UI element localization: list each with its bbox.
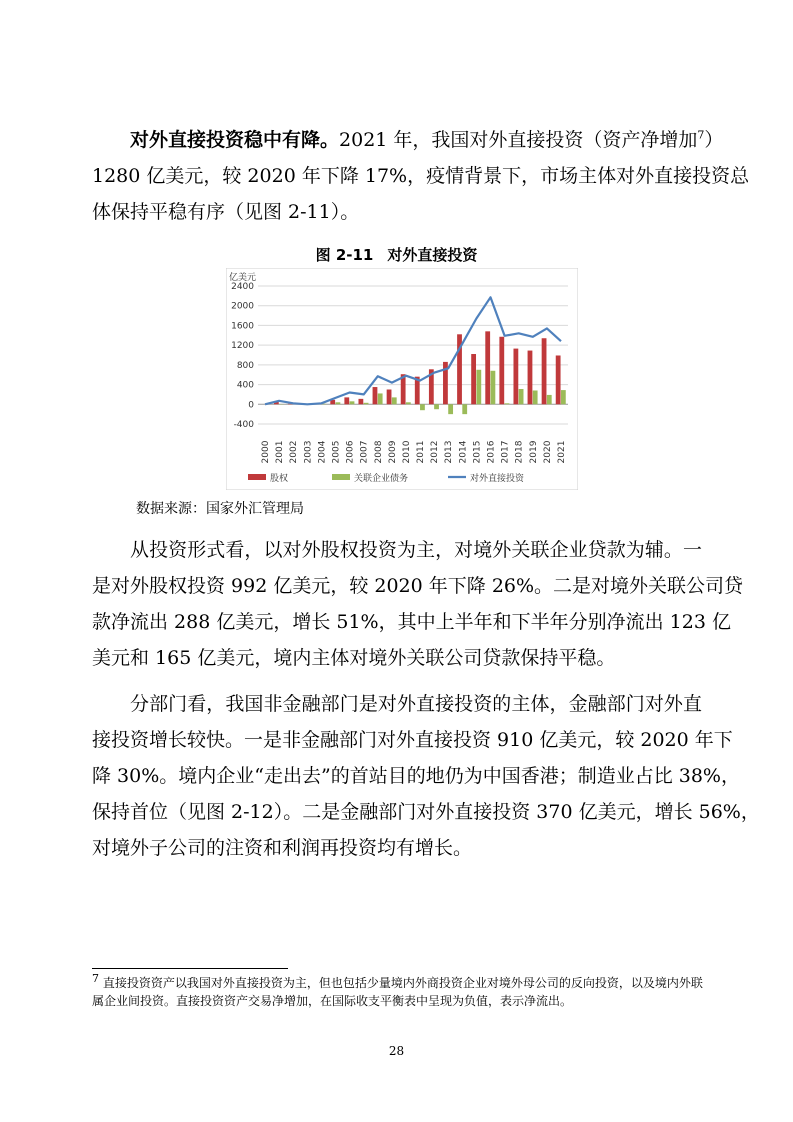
bar-affiliate-debt — [505, 403, 510, 404]
y-tick-label: 1600 — [231, 321, 254, 332]
x-tick-label: 2005 — [331, 440, 342, 464]
bar-equity — [471, 354, 476, 404]
sector-line-2: 接投资增长较快。一是非金融部门对外直接投资 910 亿美元，较 2020 年下 — [92, 729, 733, 751]
bar-equity — [513, 349, 518, 405]
legend-label: 关联企业债务 — [354, 474, 409, 484]
x-tick-label: 2000 — [261, 440, 272, 464]
x-tick-label: 2018 — [514, 440, 525, 464]
y-tick-label: 1200 — [231, 341, 254, 352]
x-tick-label: 2001 — [275, 440, 286, 464]
bar-equity — [485, 331, 490, 404]
intro-line-2: 1280 亿美元，较 2020 年下降 17%，疫情背景下，市场主体对外直接投资总 — [92, 165, 750, 187]
bar-equity — [387, 390, 392, 405]
sector-line-4: 保持首位（见图 2-12）。二是金融部门对外直接投资 370 亿美元，增长 56%， — [92, 801, 760, 823]
bar-equity — [344, 397, 349, 404]
y-tick-label: 2000 — [231, 301, 254, 312]
unit-label: 亿美元 — [229, 273, 257, 283]
sector-paragraph — [92, 686, 760, 866]
y-tick-label: 400 — [236, 380, 254, 391]
x-tick-label: 2014 — [458, 440, 469, 464]
bar-affiliate-debt — [491, 371, 496, 405]
sector-line-1: 分部门看，我国非金融部门是对外直接投资的主体，金融部门对外直 — [130, 693, 702, 715]
bar-equity — [528, 351, 533, 405]
x-tick-label: 2016 — [486, 440, 497, 464]
x-tick-label: 2013 — [444, 440, 455, 464]
x-tick-label: 2008 — [373, 440, 384, 464]
bar-affiliate-debt — [434, 404, 439, 409]
x-tick-label: 2006 — [345, 440, 356, 464]
legend-label: 股权 — [270, 474, 289, 484]
bar-affiliate-debt — [561, 390, 566, 404]
bar-affiliate-debt — [448, 404, 453, 414]
intro-line-1-text: 2021 年，我国对外直接投资（资产净增加 — [339, 129, 698, 151]
form-line-2: 是对外股权投资 992 亿美元，较 2020 年下降 26%。二是对境外关联公司贷 — [92, 575, 744, 597]
bar-affiliate-debt — [364, 403, 369, 404]
x-tick-label: 2020 — [542, 440, 553, 464]
x-tick-label: 2009 — [387, 440, 398, 464]
outbound-fdi-chart — [226, 268, 578, 490]
footnote-rule — [92, 968, 288, 969]
bar-equity — [499, 337, 504, 405]
bar-equity — [358, 399, 363, 404]
footnote-marker: 7 — [92, 972, 99, 985]
x-tick-label: 2021 — [556, 440, 567, 464]
x-tick-label: 2015 — [472, 440, 483, 464]
x-tick-label: 2017 — [500, 440, 511, 464]
legend-label: 对外直接投资 — [470, 474, 525, 484]
bar-equity — [542, 338, 547, 404]
figure-title — [0, 244, 793, 265]
y-tick-label: -400 — [233, 420, 254, 430]
footnote-text: 直接投资资产以我国对外直接投资为主，但也包括少量境内外商投资企业对境外母公司的反向投资，以及境内外联属企业间投资。直接投资资产交易净增加，在国际收支平衡表中呈现为负值，表示净流出。 — [92, 976, 703, 1008]
legend-swatch — [248, 474, 266, 480]
x-tick-label: 2010 — [401, 440, 412, 464]
x-tick-label: 2011 — [416, 440, 427, 464]
form-paragraph — [92, 532, 744, 676]
x-tick-label: 2012 — [430, 440, 441, 464]
form-line-1: 从投资形式看，以对外股权投资为主，对境外关联企业贷款为辅。一 — [130, 539, 702, 561]
y-tick-label: 2400 — [231, 282, 254, 292]
form-line-3: 款净流出 288 亿美元，增长 51%，其中上半年和下半年分别净流出 123 亿 — [92, 611, 731, 633]
y-tick-label: 0 — [248, 400, 254, 411]
x-tick-label: 2007 — [359, 440, 370, 464]
y-tick-label: 800 — [236, 360, 254, 371]
intro-heading: 对外直接投资稳中有降。 — [130, 129, 340, 151]
data-source: 数据来源：国家外汇管理局 — [136, 501, 304, 517]
sector-line-5: 对境外子公司的注资和利润再投资均有增长。 — [92, 837, 473, 859]
form-line-4: 美元和 165 亿美元，境内主体对境外关联公司贷款保持平稳。 — [92, 647, 616, 669]
page-number: 28 — [388, 1044, 405, 1058]
bar-affiliate-debt — [392, 397, 397, 404]
bar-affiliate-debt — [547, 395, 552, 404]
legend-swatch — [332, 474, 350, 480]
footnote — [92, 974, 704, 1010]
bar-affiliate-debt — [519, 389, 524, 404]
bar-equity — [556, 355, 561, 404]
bar-equity — [373, 387, 378, 404]
bar-affiliate-debt — [350, 401, 355, 404]
intro-line-1 — [92, 122, 724, 158]
bar-affiliate-debt — [476, 370, 481, 405]
x-tick-label: 2003 — [303, 440, 314, 464]
bar-affiliate-debt — [462, 404, 467, 414]
figure-caption: 对外直接投资 — [387, 246, 478, 264]
bar-affiliate-debt — [420, 404, 425, 410]
bar-affiliate-debt — [336, 402, 341, 404]
intro-paragraph — [92, 122, 750, 230]
intro-line-3: 体保持平稳有序（见图 2-11）。 — [92, 201, 360, 223]
intro-line-1-close: ） — [704, 129, 724, 151]
x-tick-label: 2019 — [528, 440, 539, 464]
bar-affiliate-debt — [533, 390, 538, 404]
x-tick-label: 2004 — [317, 440, 328, 464]
bar-affiliate-debt — [406, 402, 411, 404]
sector-line-3: 降 30%。境内企业“走出去”的首站目的地仍为中国香港；制造业占比 38%， — [92, 765, 740, 787]
figure-number: 图 2-11 — [315, 246, 374, 264]
x-tick-label: 2002 — [289, 440, 300, 464]
footnote-ref: 7 — [697, 128, 705, 142]
bar-affiliate-debt — [378, 393, 383, 404]
